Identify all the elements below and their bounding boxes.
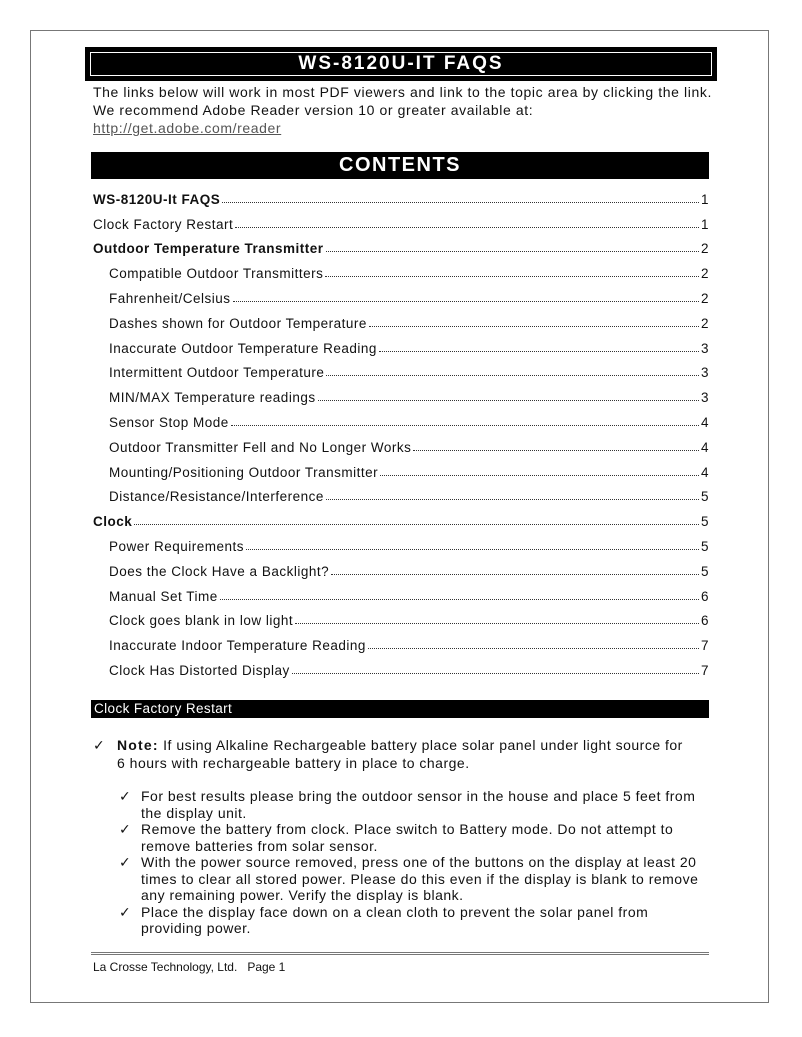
list-item xyxy=(117,904,712,937)
toc-leader-dots xyxy=(220,599,699,600)
note-label: Note: xyxy=(117,737,159,753)
toc-entry-page: 4 xyxy=(700,414,709,430)
toc-entry-label: Does the Clock Have a Backlight? xyxy=(109,563,330,579)
toc-entry[interactable] xyxy=(93,529,709,554)
toc-entry-page: 6 xyxy=(700,588,709,604)
toc-leader-dots xyxy=(292,673,699,674)
toc-entry[interactable] xyxy=(93,455,709,480)
toc-leader-dots xyxy=(318,400,699,401)
toc-entry-page: 4 xyxy=(700,439,709,455)
intro-text: The links below will work in most PDF viewers and link to the topic area by clicking the link. We recommend Adobe Reader version 10 or greater available at: xyxy=(93,84,712,118)
document-title: WS-8120U-IT FAQS xyxy=(90,52,712,76)
toc-entry-page: 1 xyxy=(700,216,709,232)
checkmark-icon: ✓ xyxy=(119,903,132,920)
intro-paragraph xyxy=(93,83,713,137)
toc-entry-page: 2 xyxy=(700,315,709,331)
toc-entry-page: 5 xyxy=(700,514,709,530)
toc-leader-dots xyxy=(331,574,699,575)
checkmark-icon: ✓ xyxy=(119,854,132,870)
toc-entry-page: 5 xyxy=(700,489,709,505)
toc-entry-page: 7 xyxy=(700,662,709,678)
table-of-contents xyxy=(93,182,709,678)
toc-entry-label: Manual Set Time xyxy=(109,588,218,604)
toc-entry-label: Power Requirements xyxy=(109,538,245,554)
toc-entry-page: 2 xyxy=(700,290,709,306)
toc-entry-label: Sensor Stop Mode xyxy=(109,414,229,430)
checkmark-icon: ✓ xyxy=(93,737,106,753)
toc-entry-page: 5 xyxy=(700,563,709,579)
adobe-reader-link[interactable]: http://get.adobe.com/reader xyxy=(93,120,282,136)
toc-entry-label: Inaccurate Indoor Temperature Reading xyxy=(109,638,366,654)
list-item xyxy=(117,821,712,854)
toc-entry[interactable] xyxy=(93,430,709,455)
toc-entry-label: Outdoor Temperature Transmitter xyxy=(93,241,324,257)
toc-entry[interactable] xyxy=(93,628,709,653)
toc-entry-label: Clock goes blank in low light xyxy=(109,613,294,629)
toc-entry-label: Outdoor Transmitter Fell and No Longer Works xyxy=(109,439,412,455)
toc-entry[interactable] xyxy=(93,405,709,430)
step-text: Place the display face down on a clean cloth to prevent the solar panel from providing power. xyxy=(141,903,649,936)
toc-entry-page: 5 xyxy=(700,538,709,554)
toc-entry-label: Distance/Resistance/Interference xyxy=(109,489,324,505)
toc-entry-page: 2 xyxy=(700,266,709,282)
toc-entry[interactable] xyxy=(93,331,709,356)
toc-entry-label: Clock Factory Restart xyxy=(93,216,234,232)
toc-leader-dots xyxy=(222,202,699,203)
toc-leader-dots xyxy=(379,351,699,352)
toc-entry[interactable] xyxy=(93,604,709,629)
toc-entry-page: 2 xyxy=(700,241,709,257)
note-body xyxy=(93,736,693,772)
toc-entry[interactable] xyxy=(93,653,709,678)
toc-entry[interactable] xyxy=(93,232,709,257)
toc-entry-label: Clock xyxy=(93,514,133,530)
toc-leader-dots xyxy=(326,251,699,252)
list-item xyxy=(117,854,712,904)
checkmark-icon: ✓ xyxy=(119,788,132,804)
toc-leader-dots xyxy=(326,375,699,376)
step-text: Remove the battery from clock. Place switch to Battery mode. Do not attempt to remove batteries from solar sensor. xyxy=(141,821,674,854)
section-heading-clock-factory-restart: Clock Factory Restart xyxy=(91,700,709,718)
toc-entry[interactable] xyxy=(93,182,709,207)
toc-leader-dots xyxy=(326,499,699,500)
toc-entry-label: Clock Has Distorted Display xyxy=(109,662,290,678)
toc-leader-dots xyxy=(325,276,699,277)
toc-entry-label: Intermittent Outdoor Temperature xyxy=(109,365,325,381)
toc-entry-label: Inaccurate Outdoor Temperature Reading xyxy=(109,340,377,356)
toc-leader-dots xyxy=(233,301,699,302)
toc-leader-dots xyxy=(231,425,699,426)
toc-entry[interactable] xyxy=(93,207,709,232)
toc-entry-label: Compatible Outdoor Transmitters xyxy=(109,266,324,282)
footer-divider xyxy=(91,952,709,955)
toc-leader-dots xyxy=(368,648,699,649)
toc-entry-label: Fahrenheit/Celsius xyxy=(109,290,231,306)
toc-leader-dots xyxy=(380,475,699,476)
note-text: If using Alkaline Rechargeable battery place solar panel under light source for 6 hours with rechargeable battery in place to charge. xyxy=(117,737,683,771)
toc-entry-page: 3 xyxy=(700,340,709,356)
toc-entry[interactable] xyxy=(93,256,709,281)
toc-entry[interactable] xyxy=(93,380,709,405)
toc-entry-label: MIN/MAX Temperature readings xyxy=(109,390,316,406)
note-item xyxy=(93,736,693,772)
toc-entry-page: 7 xyxy=(700,638,709,654)
toc-leader-dots xyxy=(369,326,699,327)
toc-entry-label: Dashes shown for Outdoor Temperature xyxy=(109,315,367,331)
document-title-bar xyxy=(85,47,717,81)
toc-entry-page: 3 xyxy=(700,390,709,406)
toc-entry[interactable] xyxy=(93,579,709,604)
toc-entry[interactable] xyxy=(93,306,709,331)
list-item xyxy=(117,788,712,821)
step-text: For best results please bring the outdoor sensor in the house and place 5 feet from the display unit. xyxy=(141,788,696,821)
toc-leader-dots xyxy=(246,549,699,550)
restart-steps-list xyxy=(117,788,712,937)
toc-entry[interactable] xyxy=(93,356,709,381)
toc-leader-dots xyxy=(295,623,699,624)
toc-entry-label: Mounting/Positioning Outdoor Transmitter xyxy=(109,464,379,480)
toc-entry-page: 1 xyxy=(700,191,709,207)
toc-leader-dots xyxy=(134,524,699,525)
toc-leader-dots xyxy=(413,450,699,451)
toc-entry-label: WS-8120U-It FAQS xyxy=(93,191,221,207)
page-footer: La Crosse Technology, Ltd. Page 1 xyxy=(93,960,286,974)
toc-entry[interactable] xyxy=(93,504,709,529)
toc-entry[interactable] xyxy=(93,281,709,306)
checkmark-icon: ✓ xyxy=(119,821,132,837)
toc-entry[interactable] xyxy=(93,554,709,579)
toc-entry-page: 4 xyxy=(700,464,709,480)
toc-entry-page: 3 xyxy=(700,365,709,381)
step-text: With the power source removed, press one of the buttons on the display at least 20 times to clear all stored power. Please do this even if the display is blank to remove any remaining power. Verify the display is blank. xyxy=(141,854,699,903)
toc-entry[interactable] xyxy=(93,480,709,505)
toc-leader-dots xyxy=(235,227,699,228)
toc-entry-page: 6 xyxy=(700,613,709,629)
contents-heading: CONTENTS xyxy=(91,152,709,179)
